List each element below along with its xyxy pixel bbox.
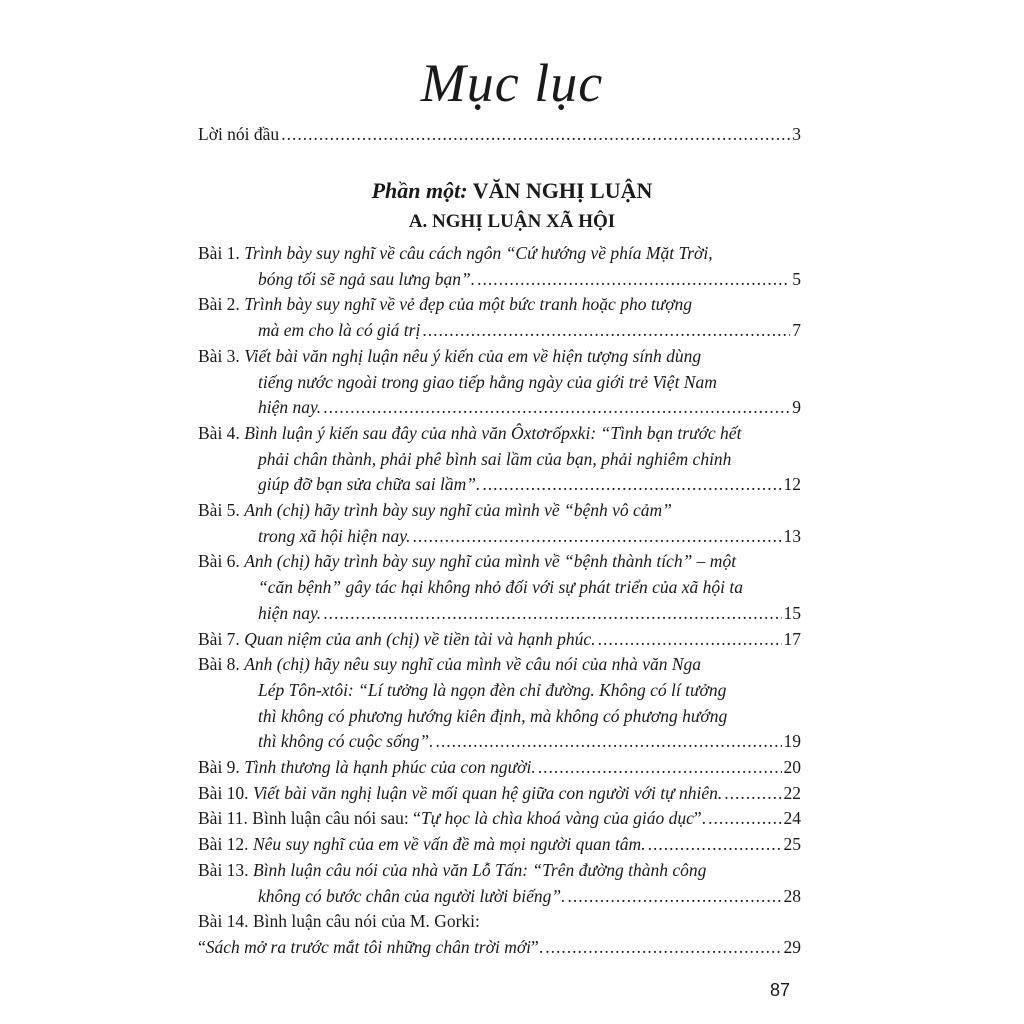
entry-text: mà em cho là có giá trị [258,320,421,341]
dot-leader [477,269,790,290]
entry-text: trong xã hội hiện nay. [258,525,411,546]
entry-text: tiếng nước ngoài trong giao tiếp hằng ngày của giới trẻ Việt Nam [258,371,717,392]
entry-page: 3 [792,124,801,144]
toc-entry-line[interactable] [198,629,801,650]
entry-label: Bài 7. [198,628,245,649]
entry-text: hiện nay. [258,397,322,418]
entry-text: ”. [693,808,707,829]
page-title: Mục lục [420,53,604,113]
entry-text: Lép Tôn-xtôi: “Lí tưởng là ngọn đèn chỉ đường. Không có lí tưởng [258,679,727,700]
entry-page: 9 [792,397,801,418]
entry-text: Bình luận câu nói của M. Gorki: [252,911,480,932]
part-prefix: Phần một: [371,178,468,203]
entry-page: 13 [783,525,801,546]
entry-page: 12 [783,474,801,495]
entry-page: 28 [783,885,801,906]
toc-entry-line[interactable] [198,783,801,804]
part-name: VĂN NGHỊ LUẬN [472,178,653,203]
dot-leader [323,397,790,418]
toc-entry-line[interactable] [198,294,801,315]
toc-entry-line[interactable] [198,526,801,547]
entry-text: Trình bày suy nghĩ về vẻ đẹp của một bức tranh hoặc pho tượng [244,294,693,315]
toc-entry-line[interactable] [198,551,801,572]
entry-label: Bài 9. [198,757,245,777]
entry-page: 22 [783,782,801,803]
entry-label: Bài 4. [198,422,245,443]
toc-entry-line[interactable] [198,808,801,829]
part-heading [0,178,1024,204]
toc-entry-line[interactable] [198,500,801,521]
dot-leader [482,474,781,495]
toc-entry-line[interactable] [198,320,801,341]
toc-entry-line[interactable] [198,757,801,778]
entry-text: “căn bệnh” gây tác hại không nhỏ đối với sự phát triển của xã hội ta [258,577,744,598]
toc-entry-line[interactable] [198,243,801,264]
toc-entry-line[interactable] [198,834,801,855]
entry-text: Anh (chị) hãy trình bày suy nghĩ của mình về “bệnh thành tích” – một [244,551,737,572]
entry-text: không có bước chân của người lười biếng”. [258,885,566,906]
dot-leader [724,783,781,804]
entry-label: Lời nói đầu [198,124,280,144]
dot-leader [567,886,781,907]
entry-page: 15 [783,602,801,623]
toc-entry-line[interactable] [198,937,801,958]
entry-page: 7 [792,320,801,341]
dot-leader [598,629,782,650]
toc-entry-line[interactable] [198,346,801,367]
entry-text: “ [198,936,206,957]
entry-label: Bài 11. [198,808,253,829]
toc-entry-line[interactable] [198,911,801,932]
entry-text: Anh (chị) hãy nêu suy nghĩ của mình về câu nói của nhà văn Nga [244,654,702,675]
entry-text: Bình luận ý kiến sau đây của nhà văn Ôxtơrốpxki: “Tình bạn trước hết [244,422,742,443]
entry-text: giúp đỡ bạn sửa chữa sai lầm”. [258,474,481,495]
toc-entry-line[interactable] [198,860,801,881]
entry-label: Bài 10. [198,782,253,803]
entry-text: bóng tối sẽ ngả sau lưng bạn”. [258,268,476,289]
entry-text: hiện nay. [258,602,322,623]
entry-page: 5 [792,268,801,289]
entry-label: Bài 12. [198,834,253,855]
entry-text: thì không có cuộc sống”. [258,731,434,752]
entry-text: ”. [531,936,544,957]
dot-leader [412,526,781,547]
dot-leader [648,834,782,855]
toc-entry-line[interactable] [198,654,801,675]
toc-entry-line[interactable] [198,269,801,290]
entry-label: Bài 8. [198,654,245,675]
entry-text: Viết bài văn nghị luận nêu ý kiến của em về hiện tượng sính dùng [244,345,702,366]
entry-text: phải chân thành, phải phê bình sai lầm của bạn, phải nghiêm chỉnh [258,448,732,469]
dot-leader [281,124,790,145]
entry-text: thì không có phương hướng kiên định, mà không có phương hướng [258,705,728,726]
entry-text: Trình bày suy nghĩ về câu cách ngôn “Cứ hướng về phía Mặt Trời, [244,243,713,263]
entry-label: Bài 2. [198,294,245,315]
dot-leader [435,731,781,752]
entry-label: Bài 1. [198,243,245,263]
toc-entry-line[interactable] [198,731,801,752]
entry-label: Bài 14. [198,911,253,932]
entry-text: Tự học là chìa khoá vàng của giáo dục [420,808,694,829]
section-heading: A. NGHỊ LUẬN XÃ HỘI [408,211,616,232]
toc-entry-line[interactable] [198,423,801,444]
toc-entry-line[interactable] [198,474,801,495]
entry-text: Anh (chị) hãy trình bày suy nghĩ của mình về “bệnh vô cảm” [244,500,672,520]
entry-label: Bài 5. [198,500,245,520]
dot-leader [708,808,781,829]
entry-label: Bài 13. [198,859,253,880]
toc-entry-line[interactable] [198,886,801,907]
entry-page: 25 [783,834,801,855]
toc-entry-line[interactable] [198,706,801,727]
entry-page: 29 [783,936,801,957]
dot-leader [545,937,781,958]
dot-leader [422,320,790,341]
entry-text: Bình luận câu nói sau: “ [252,808,421,829]
entry-text: Nêu suy nghĩ của em về vấn đề mà mọi người quan tâm. [252,834,646,855]
entry-text: Sách mở ra trước mắt tôi những chân trời mới [205,936,532,957]
entry-page: 20 [783,757,801,777]
entry-page: 19 [783,731,801,752]
entry-page: 17 [783,628,801,649]
toc-entry-line[interactable] [198,372,801,393]
toc-entry-line[interactable] [198,397,801,418]
toc-entry-line[interactable] [198,603,801,624]
toc-entry-preface[interactable] [198,124,801,145]
dot-leader [323,603,781,624]
toc-entry-line[interactable] [198,577,801,598]
toc-entry-line[interactable] [198,680,801,701]
entry-label: Bài 6. [198,551,245,572]
entry-text: Quan niệm của anh (chị) về tiền tài và hạnh phúc. [244,628,596,649]
entry-text: Tình thương là hạnh phúc của con người. [244,757,536,777]
toc-entry-line[interactable] [198,449,801,470]
entry-page: 24 [783,808,801,829]
entry-text: Viết bài văn nghị luận về mối quan hệ giữa con người với tự nhiên. [252,782,723,803]
entry-label: Bài 3. [198,345,245,366]
entry-text: Bình luận câu nói của nhà văn Lỗ Tấn: “Trên đường thành công [252,859,707,880]
dot-leader [538,757,782,778]
page-number: 87 [770,980,791,1000]
